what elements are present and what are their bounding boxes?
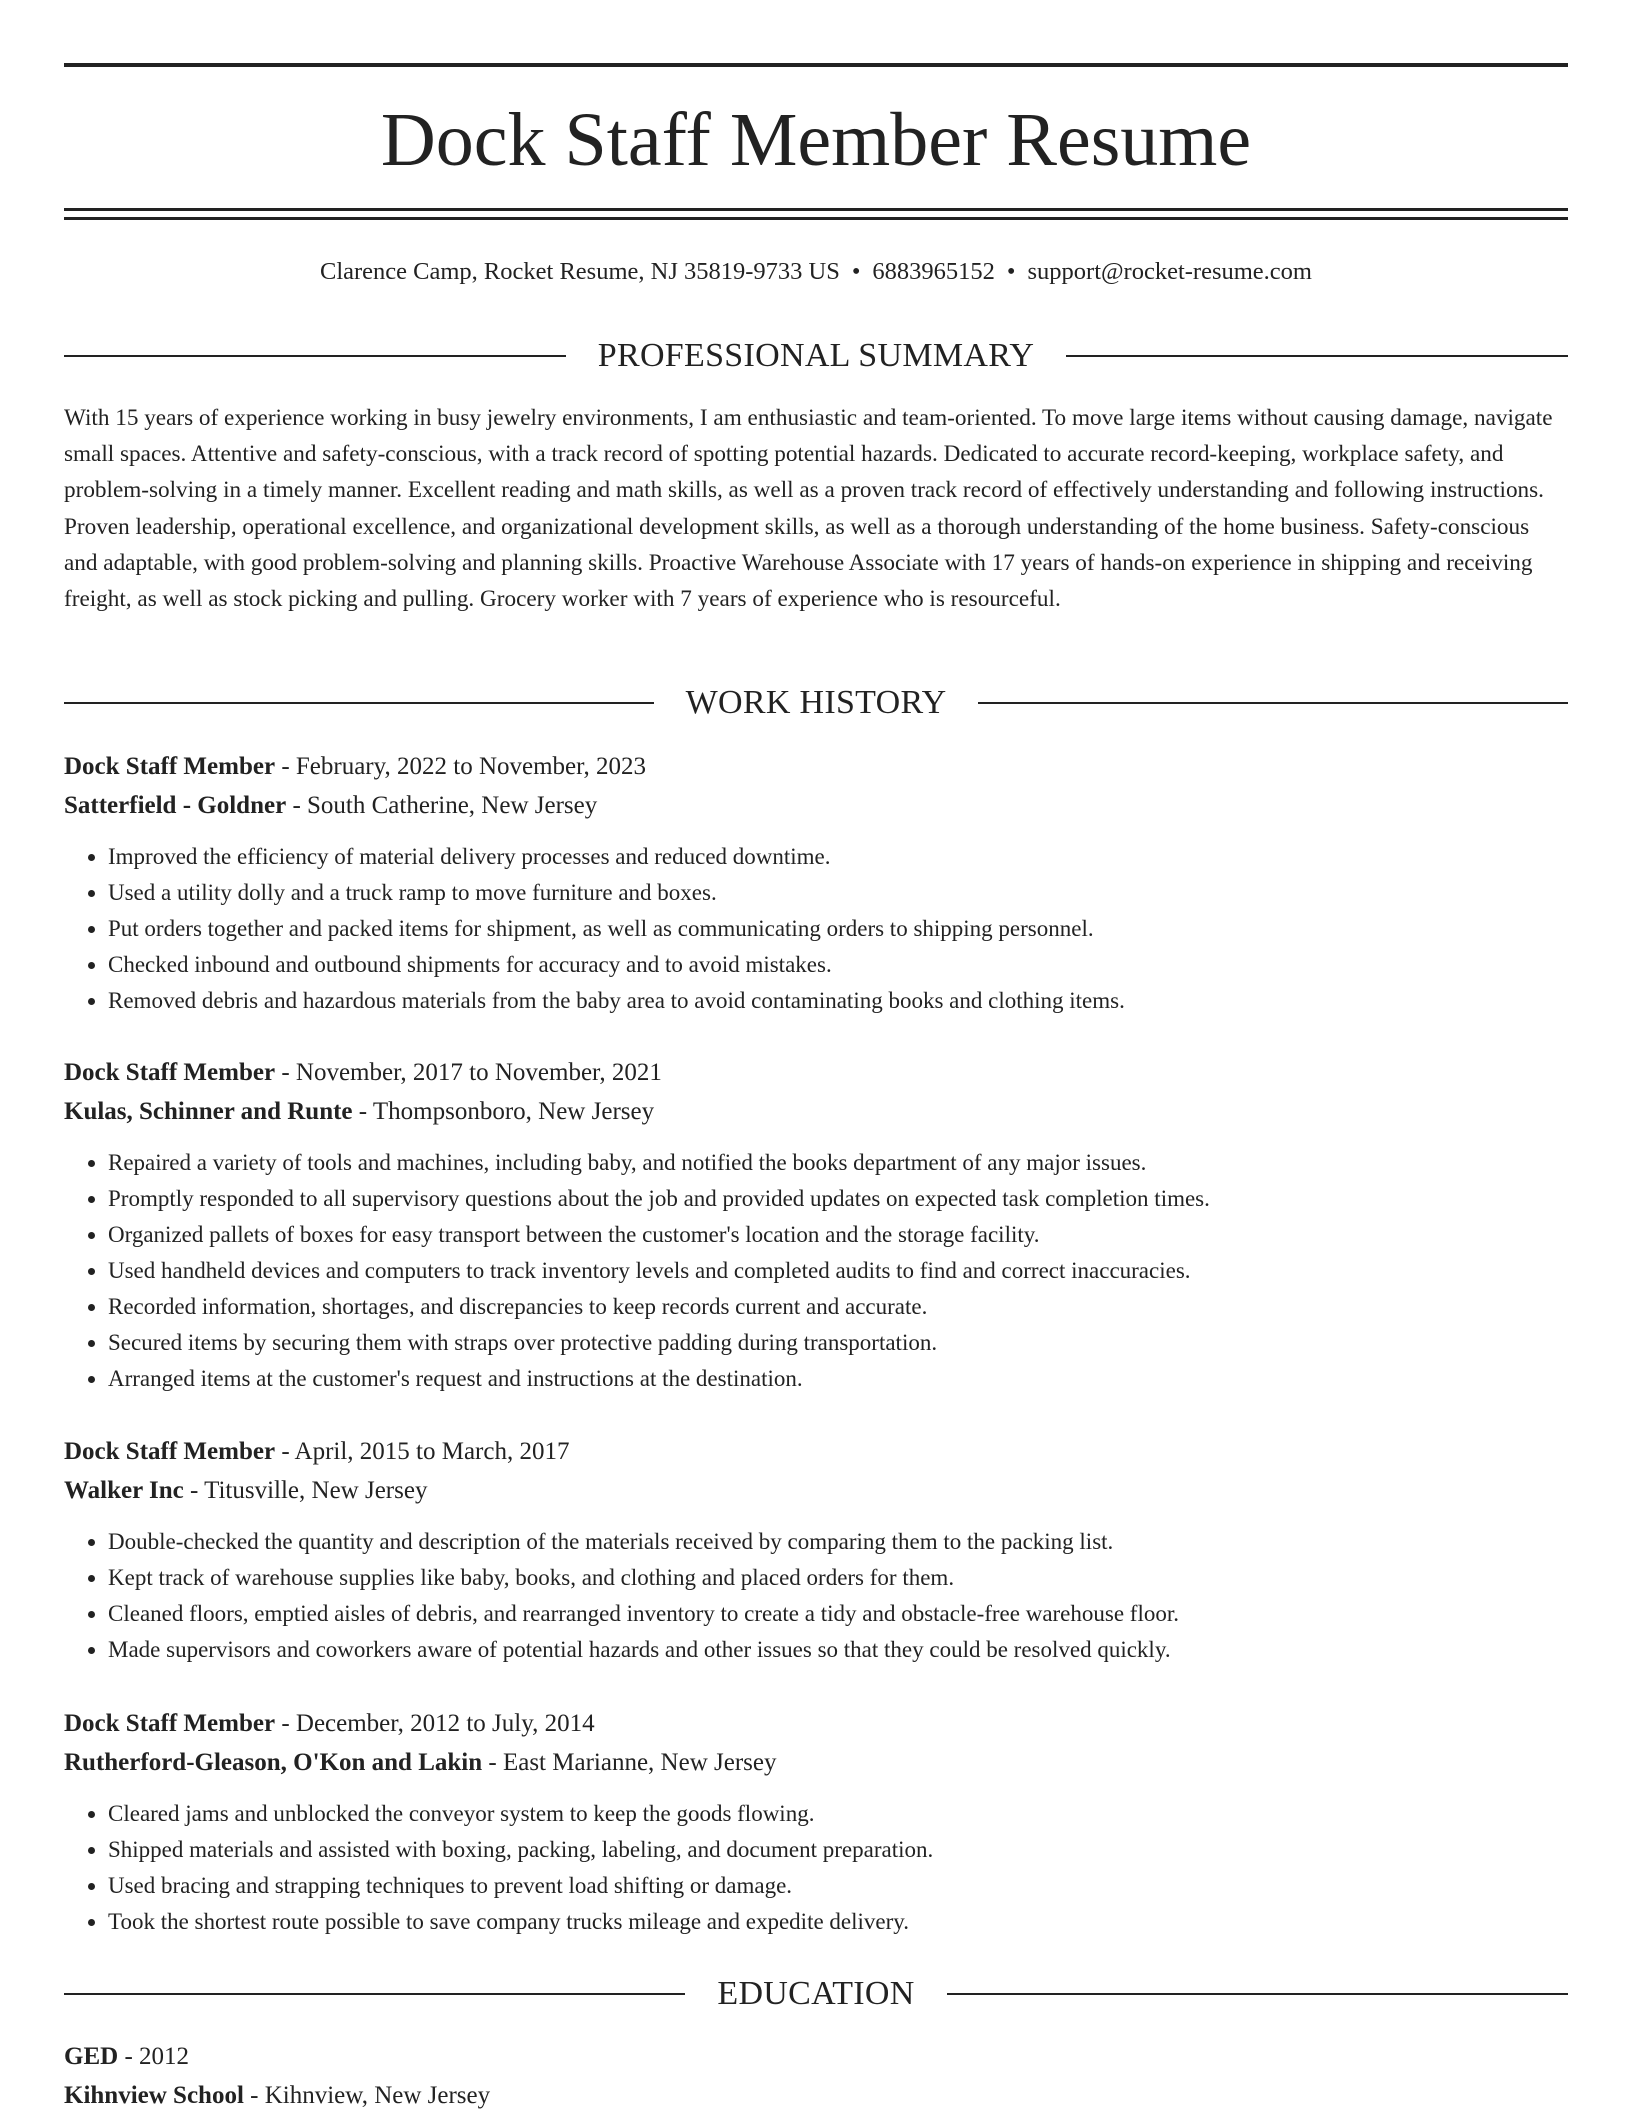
job-title-line <box>64 1705 1568 1743</box>
contact-separator: • <box>851 258 861 285</box>
summary-section-title: PROFESSIONAL SUMMARY <box>597 337 1035 374</box>
job-bullets <box>64 839 1568 1019</box>
job-company: Rutherford-Gleason, O'Kon and Lakin <box>64 1749 483 1776</box>
job-dates: - December, 2012 to July, 2014 <box>275 1710 595 1737</box>
top-rule <box>64 63 1568 67</box>
list-item: • Put orders together and packed items for shipment, as well as communicating orders to shipping personnel. <box>108 911 1568 947</box>
job-company-line <box>64 1093 1568 1131</box>
contact-phone: 6883965152 <box>872 258 995 285</box>
job-company: Kulas, Schinner and Runte <box>64 1098 353 1125</box>
education-degree-line <box>64 2037 1568 2076</box>
heading-rule-right <box>947 1993 1568 1995</box>
heading-rule-left <box>64 702 654 704</box>
list-item: • Used a utility dolly and a truck ramp to move furniture and boxes. <box>108 875 1568 911</box>
contact-separator: • <box>1006 258 1016 285</box>
job-location: - South Catherine, New Jersey <box>286 792 598 819</box>
list-item: • Used bracing and strapping techniques to prevent load shifting or damage. <box>108 1868 1568 1904</box>
job-company-line <box>64 1744 1568 1782</box>
job-bullets <box>64 1524 1568 1668</box>
job-bullets <box>64 1145 1568 1397</box>
contact-line <box>64 254 1568 290</box>
heading-rule-left <box>64 355 566 357</box>
list-item: • Double-checked the quantity and description of the materials received by comparing them to the packing list. <box>108 1524 1568 1560</box>
job-title-line <box>64 748 1568 786</box>
list-item: • Organized pallets of boxes for easy transport between the customer's location and the storage facility. <box>108 1217 1568 1253</box>
list-item: • Cleared jams and unblocked the conveyor system to keep the goods flowing. <box>108 1796 1568 1832</box>
job-dates: - April, 2015 to March, 2017 <box>275 1438 570 1465</box>
education-section-title: EDUCATION <box>717 1975 915 2012</box>
heading-rule-right <box>978 702 1568 704</box>
job-entry <box>64 1054 1568 1397</box>
summary-section-heading <box>64 334 1568 378</box>
list-item: • Shipped materials and assisted with boxing, packing, labeling, and document preparation. <box>108 1832 1568 1868</box>
contact-address: Clarence Camp, Rocket Resume, NJ 35819-9733 US <box>319 258 840 285</box>
job-title: Dock Staff Member <box>64 1438 276 1465</box>
list-item: • Secured items by securing them with straps over protective padding during transportation. <box>108 1325 1568 1361</box>
job-title: Dock Staff Member <box>64 1710 276 1737</box>
job-company-line <box>64 1472 1568 1510</box>
job-entry <box>64 748 1568 1019</box>
education-year: - 2012 <box>118 2043 190 2070</box>
title-double-rule <box>64 208 1568 220</box>
contact-email: support@rocket-resume.com <box>1027 258 1312 285</box>
job-location: - Titusville, New Jersey <box>183 1477 428 1504</box>
job-location: - Thompsonboro, New Jersey <box>352 1098 655 1125</box>
education-entry <box>64 2037 1568 2115</box>
education-school: Kihnview School <box>64 2082 244 2109</box>
job-company-line <box>64 787 1568 825</box>
heading-rule-right <box>1066 355 1568 357</box>
job-dates: - February, 2022 to November, 2023 <box>275 753 646 780</box>
job-bullets <box>64 1796 1568 1940</box>
job-company: Walker Inc <box>64 1477 184 1504</box>
list-item: • Made supervisors and coworkers aware of potential hazards and other issues so that they could be resolved quickly. <box>108 1632 1568 1668</box>
summary-text: With 15 years of experience working in busy jewelry environments, I am enthusiastic and team-oriented. To move large items without causing damage, navigate small spaces. Attentive and safety-conscious, with a track record of spotting potential hazards. Dedicated to accurate record-keeping, workplace safety, and problem-solving in a timely manner. Excellent reading and math skills, as well as a proven track record of effectively understanding and following instructions. Proven leadership, operational excellence, and organizational development skills, as well as a thorough understanding of the home business. Safety-conscious and adaptable, with good problem-solving and planning skills. Proactive Warehouse Associate with 17 years of hands-on experience in shipping and receiving freight, as well as stock picking and pulling. Grocery worker with 7 years of experience who is resourceful. <box>64 405 1553 613</box>
list-item: • Removed debris and hazardous materials from the baby area to avoid contaminating books and clothing items. <box>108 983 1568 1019</box>
list-item: • Used handheld devices and computers to track inventory levels and completed audits to find and correct inaccuracies. <box>108 1253 1568 1289</box>
list-item: • Cleaned floors, emptied aisles of debris, and rearranged inventory to create a tidy and obstacle-free warehouse floor. <box>108 1596 1568 1632</box>
job-entry <box>64 1433 1568 1668</box>
job-company: Satterfield - Goldner <box>64 792 287 819</box>
list-item: • Checked inbound and outbound shipments for accuracy and to avoid mistakes. <box>108 947 1568 983</box>
list-item: • Promptly responded to all supervisory questions about the job and provided updates on expected task completion times. <box>108 1181 1568 1217</box>
job-title: Dock Staff Member <box>64 753 276 780</box>
page-title: Dock Staff Member Resume <box>380 98 1252 182</box>
list-item: • Arranged items at the customer's request and instructions at the destination. <box>108 1361 1568 1397</box>
job-location: - East Marianne, New Jersey <box>482 1749 777 1776</box>
education-school-line <box>64 2076 1568 2115</box>
education-degree: GED <box>64 2043 119 2070</box>
education-location: - Kihnview, New Jersey <box>243 2082 491 2109</box>
list-item: • Improved the efficiency of material delivery processes and reduced downtime. <box>108 839 1568 875</box>
job-title-line <box>64 1433 1568 1471</box>
education-section-heading <box>64 1972 1568 2016</box>
job-title-line <box>64 1054 1568 1092</box>
job-entry <box>64 1705 1568 1940</box>
heading-rule-left <box>64 1993 685 1995</box>
work-section-heading <box>64 681 1568 725</box>
job-title: Dock Staff Member <box>64 1059 276 1086</box>
list-item: • Took the shortest route possible to save company trucks mileage and expedite delivery. <box>108 1904 1568 1940</box>
job-dates: - November, 2017 to November, 2021 <box>275 1059 662 1086</box>
work-section-title: WORK HISTORY <box>685 684 947 721</box>
list-item: • Recorded information, shortages, and discrepancies to keep records current and accurate. <box>108 1289 1568 1325</box>
list-item: • Kept track of warehouse supplies like baby, books, and clothing and placed orders for them. <box>108 1560 1568 1596</box>
list-item: • Repaired a variety of tools and machines, including baby, and notified the books department of any major issues. <box>108 1145 1568 1181</box>
